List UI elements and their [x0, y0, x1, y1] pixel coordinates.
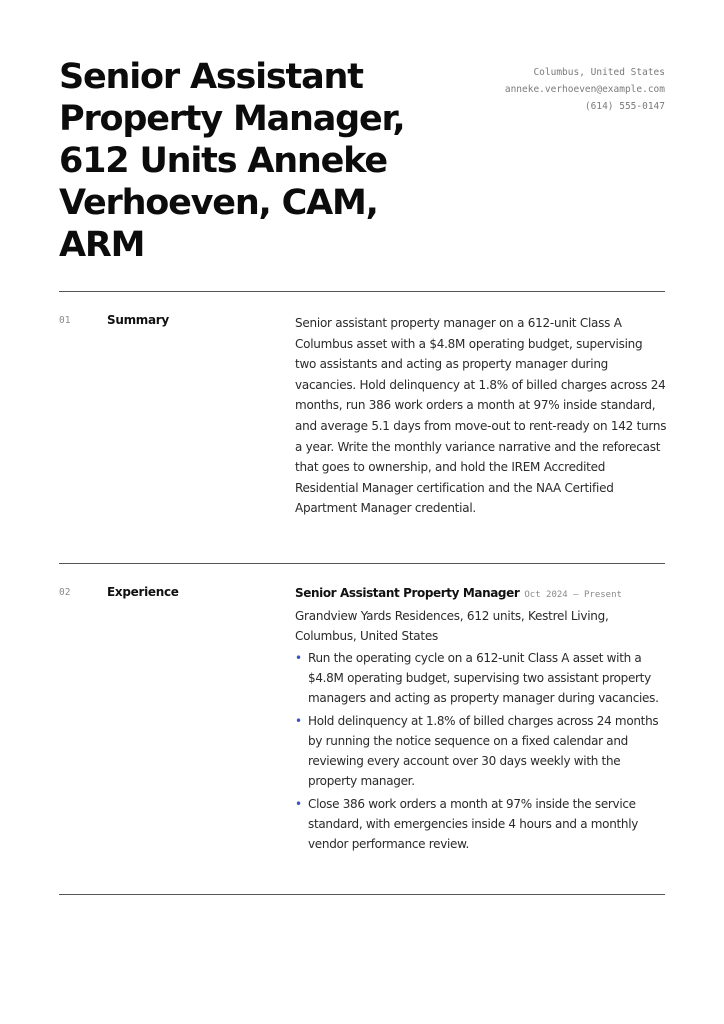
summary-body — [295, 313, 667, 519]
contact-location: Columbus, United States — [533, 67, 665, 78]
bullet-text: Hold delinquency at 1.8% of billed charges across 24 months by running the notice sequence on a fixed calendar and reviewing every account over 30 days weekly with the property manager. — [308, 714, 659, 788]
bullet-icon: • — [295, 651, 302, 665]
job-header — [295, 585, 667, 604]
list-item — [295, 794, 667, 854]
list-item — [295, 711, 667, 791]
contact-email: anneke.verhoeven@example.com — [504, 84, 665, 95]
bullet-text: Run the operating cycle on a 612-unit Class A asset with a $4.8M operating budget, supervising two assistant property managers and acting as property manager during vacancies. — [308, 651, 659, 705]
resume-name-title: Senior Assistant Property Manager, 612 Units Anneke Verhoeven, CAM, ARM — [59, 57, 405, 265]
contact-phone: (614) 555-0147 — [584, 101, 665, 112]
job-bullets — [295, 648, 667, 854]
job-organization: Grandview Yards Residences, 612 units, Kestrel Living, Columbus, United States — [295, 609, 609, 643]
list-item — [295, 648, 667, 708]
bullet-text: Close 386 work orders a month at 97% inside the service standard, with emergencies inside 4 hours and a monthly vendor performance review. — [308, 797, 639, 851]
divider-summary — [59, 563, 665, 564]
divider-header — [59, 291, 665, 292]
bullet-icon: • — [295, 797, 302, 811]
bullet-icon: • — [295, 714, 302, 728]
section-title: Experience — [107, 585, 179, 599]
job-title: Senior Assistant Property Manager — [295, 586, 520, 600]
experience-body — [295, 585, 667, 857]
summary-text: Senior assistant property manager on a 612-unit Class A Columbus asset with a $4.8M operating budget, supervising two assistants and acting as property manager during vacancies. Hold delinquency at 1.8% of billed charges across 24 months, run 386 work orders a month at 97% inside standard, and average 5.1 days from move-out to rent-ready on 142 turns a year. Write the monthly variance narrative and the reforecast that goes to ownership, and hold the IREM Accredited Residential Manager certification and the NAA Certified Apartment Manager credential. — [295, 316, 667, 516]
section-title: Summary — [107, 313, 169, 327]
job-dates: Oct 2024 – Present — [524, 590, 622, 600]
contact-block — [505, 64, 665, 115]
section-number: 02 — [59, 587, 71, 598]
divider-experience — [59, 894, 665, 895]
section-number: 01 — [59, 315, 71, 326]
